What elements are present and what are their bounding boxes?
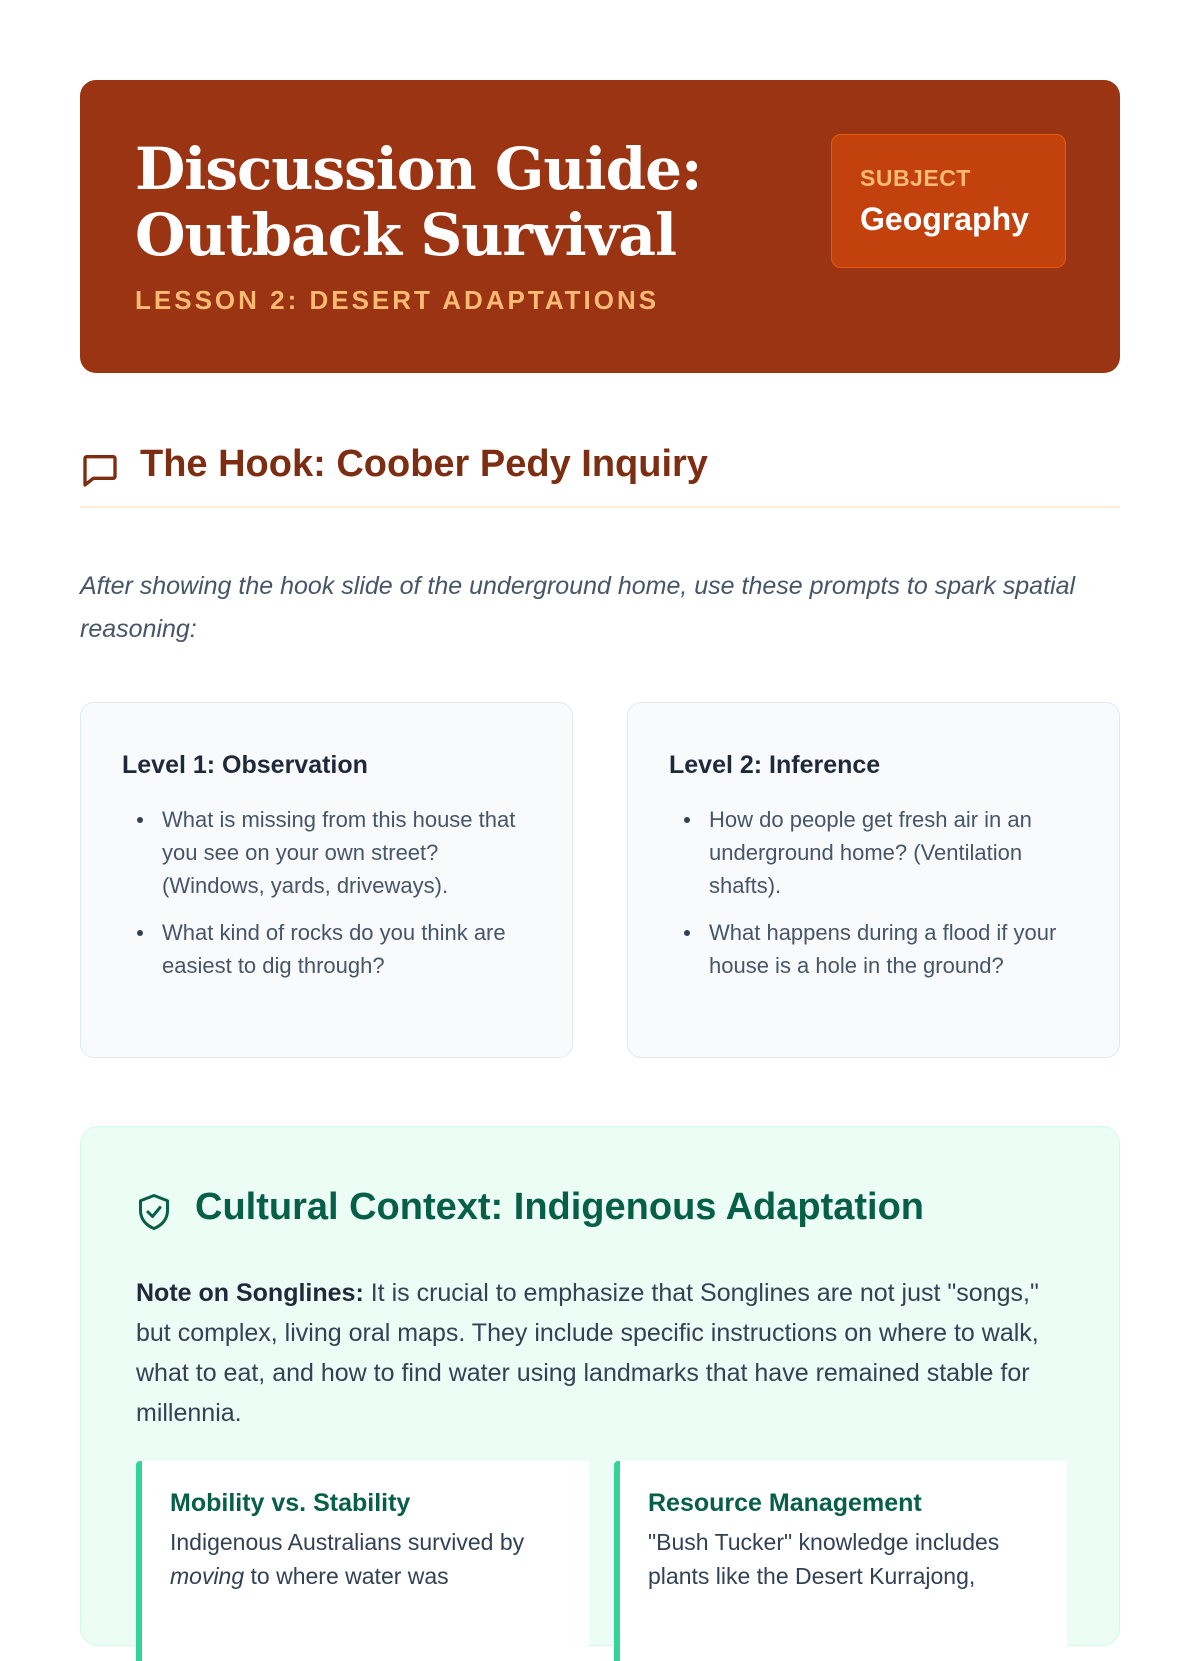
resource-card-text: "Bush Tucker" knowledge includes plants like the Desert Kurrajong, — [648, 1529, 1000, 1589]
mobility-text-emphasis: moving — [170, 1563, 245, 1589]
resource-card — [614, 1461, 1067, 1661]
list-item: What kind of rocks do you think are easiest to dig through? — [162, 916, 542, 982]
level-1-prompts — [122, 803, 542, 996]
level-2-prompts — [669, 803, 1089, 996]
header-banner — [80, 80, 1120, 373]
hook-intro: After showing the hook slide of the underground home, use these prompts to spark spatial reasoning: — [80, 572, 1076, 643]
mobility-text-start: Indigenous Australians survived by — [170, 1529, 525, 1555]
chat-bubble-icon — [80, 450, 120, 490]
title-line-1: Discussion Guide: — [135, 135, 702, 203]
list-item: How do people get fresh air in an underground home? (Ventilation shafts). — [709, 803, 1089, 902]
cultural-context-title: Cultural Context: Indigenous Adaptation — [195, 1186, 924, 1228]
level-1-title: Level 1: Observation — [122, 751, 368, 779]
songlines-note-label: Note on Songlines: — [136, 1279, 364, 1307]
mobility-text-end: to where water was — [244, 1563, 449, 1589]
subject-badge — [831, 134, 1066, 268]
level-1-card — [80, 702, 573, 1058]
mobility-card — [136, 1461, 589, 1661]
title-line-2: Outback Survival — [135, 201, 676, 269]
mobility-card-text — [170, 1525, 570, 1593]
mobility-card-title: Mobility vs. Stability — [170, 1489, 411, 1517]
resource-card-title: Resource Management — [648, 1489, 922, 1517]
list-item: What is missing from this house that you see on your own street? (Windows, yards, driveways). — [162, 803, 542, 902]
hook-heading — [80, 440, 1120, 508]
songlines-note-text: It is crucial to emphasize that Songlines are not just "songs," but complex, living oral maps. They include specific instructions on where to walk, what to eat, and how to find water using landmarks that have remained stable for millennia. — [136, 1279, 1039, 1427]
shield-check-icon — [136, 1192, 172, 1232]
lesson-subtitle: LESSON 2: DESERT ADAPTATIONS — [135, 285, 660, 315]
songlines-note — [136, 1273, 1076, 1433]
page-title — [135, 136, 775, 268]
list-item: What happens during a flood if your house is a hole in the ground? — [709, 916, 1089, 982]
cultural-context-section — [80, 1126, 1120, 1646]
level-2-title: Level 2: Inference — [669, 751, 881, 779]
subject-label: SUBJECT — [860, 165, 971, 191]
hook-title: The Hook: Coober Pedy Inquiry — [140, 443, 708, 485]
subject-value: Geography — [860, 201, 1029, 237]
level-2-card — [627, 702, 1120, 1058]
